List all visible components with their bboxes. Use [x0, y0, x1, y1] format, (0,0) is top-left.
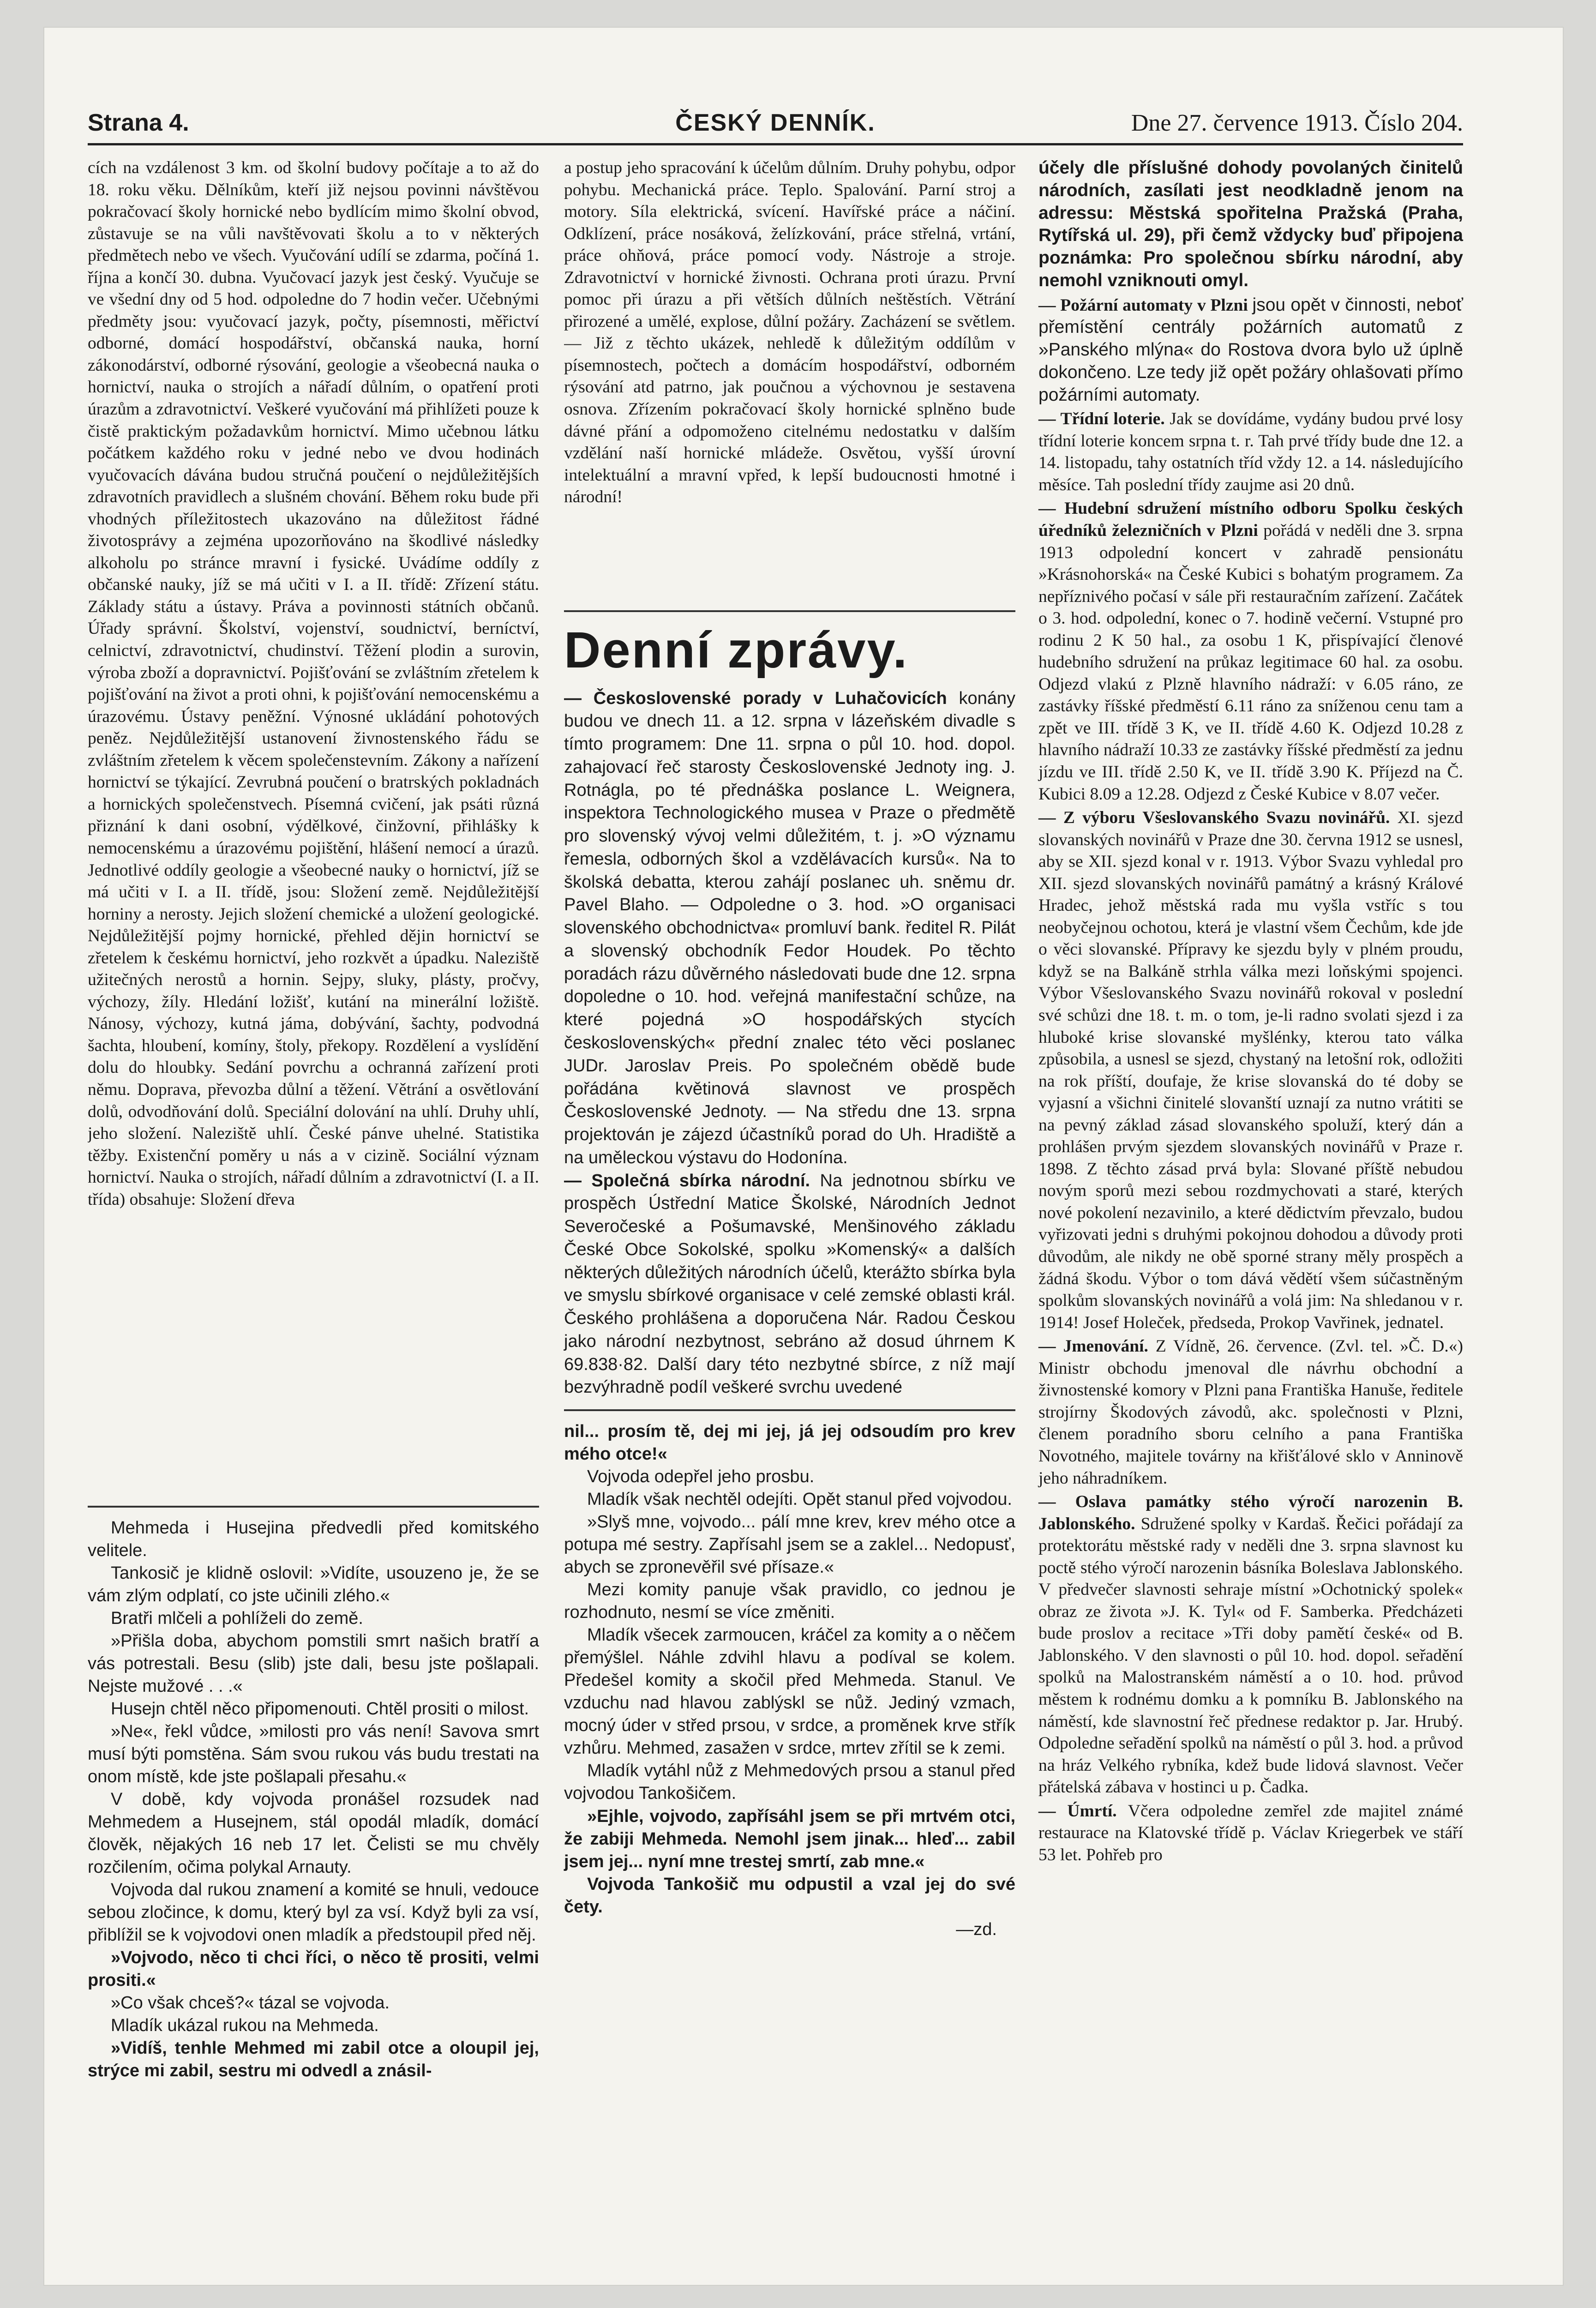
news-item	[1038, 1800, 1463, 1866]
feuilleton-paragraph: »Vojvodo, něco ti chci říci, o něco tě prositi, velmi prositi.«	[88, 1948, 539, 1990]
news-body: jsou opět v činnosti, neboť přemístění centrály požárních automatů z »Panského mlýna« do Rostova dvora bylo už úplně dokončeno. Lze tedy již opět požáry ohlašovati přímo požárními automaty.	[1038, 295, 1463, 405]
feuilleton-paragraph: Vojvoda odepřel jeho prosbu.	[587, 1467, 815, 1487]
feuilleton-paragraph: »Vidíš, tenhle Mehmed mi zabil otce a oloupil jej, strýce mi zabil, sestru mi odvedl a znásil-	[88, 2038, 539, 2081]
news-headline: — Třídní loterie.	[1038, 409, 1165, 429]
divider	[88, 1506, 539, 1508]
article-text: cích na vzdálenost 3 km. od školní budovy počítaje a to až do 18. roku věku. Dělníkům, kteří již nejsou povinni návštěvou pokračovací školy hornické nebo bydlícím mimo školní obvod, zůstavuje se na vůli navštěvovati školu a to v některých předmětech nebo ve všech. Vyučování udílí se zdarma, počíná 1. října a končí 30. dubna. Vyučovací jazyk jest český. Vyučuje se ve všední dny od 5 hod. odpoledne do 7 hodin večer. Učebnými předměty jsou: vyučovací jazyk, počty, písemnosti, měřictví odborné, domácí hospodářství, občanská nauka, horní zákonodárství, odborné rýsování, geologie a všeobecná nauka o hornictví, nauka o strojích a nářadí důlním, o opatření proti úrazům a zdravotnictví. Veškeré vyučování má přihlížeti pouze k čistě praktickým požadavkům hornictví. Mimo učebnou látku počátkem každého roku v jedné nebo ve dvou hodinách vyučovacích dávána budou stručná poučení o nejdůležitějších zdravotních pravidlech a slušném chování. Během roku bude při vhodných příležitostech ukazováno na důležitost řádné životosprávy a zejména upozorňováno na škodlivé následky alkoholu po stránce mravní i fysické. Uvádíme oddíly z občanské nauky, jíž se má učiti v I. a II. třídě: Zřízení státu. Základy státu a ústavy. Práva a povinnosti státních občanů. Úřady správní. Školství, vojenství, soudnictví, berníctví, celnictví, zdravotnictví, chudinství. Těžení plodin a surovin, výroba zboží a dopravnictví. Pojišťování se zvláštním zřetelem k pojišťování na život a proti ohni, k pojišťování nemocenskému a úrazovému. Ústavy peněžní. Výnosné ukládání pohotových peněz. Nejdůležitější ustanovení živnostenského řádu se zvláštním zřetelem k věcem společenstevním. Zákony a nařízení hornictví se týkající. Zevrubná poučení o bratrských pokladnách a hornických společenstvech. Písemná cvičení, jak psáti různá přiznání k dani osobní, výdělkové, činžovní, přihlášky k nemocenskému a úrazovému pojištění, hlášení nemocí a úrazů. Jednotlivé oddíly geologie a všeobecné nauky o hornictví, jíž se má učiti v I. a II. třídě, jsou: Složení země. Nejdůležitější horniny a nerosty. Jejich složení chemické a uložení geologické. Nejdůležitější pojmy hornické, přehled dějin hornictví se zřetelem k českému hornictví, jeho rozkvět a úpadku. Naleziště užitečných nerostů a hornin. Sejpy, sluky, plásty, pročvy, výchozy, žíly. Hledání ložišť, kutání na minerální ložiště. Nánosy, výchozy, kutná jáma, dobývání, šachty, podvodná šachta, hloubení, komíny, štoly, překopy. Rozdělení a vyslídění dolu do hloubky. Sedání povrchu a ochranná zařízení proti němu. Doprava, převozba důlní a těžení. Větrání a osvětlování dolů, odvodňování dolů. Speciální dolování na uhlí. Druhy uhlí, jeho složení. Naleziště uhlí. České pánve uhelné. Statistika těžby. Existenční poměry u nás a v cizině. Sociální význam hornictví. Nauka o strojích, nářadí důlním a zdravotnictví (I. a II. třída) obsahuje: Složení dřeva	[88, 158, 539, 1209]
news-headline: — Hudební sdružení místního odboru Spolku českých úředníků železničních v Plzni	[1038, 499, 1463, 540]
news-body: Na jednotnou sbírku ve prospěch Ústřední Matice Školské, Národních Jednot Severočeské a Pošumavské, Menšinového základu České Obce Sokolské, spolku »Komenský« a dalších některých důležitých národních účelů, kterážto sbírka byla ve smyslu sbírkové organisace v celé zemské oblasti král. Českého prohlášena a doporučena Nár. Radou Českou jako národní nezbytnost, sebráno až dosud úhrnem K 69.838·82. Další dary této nezbytné sbírce, z níž mají bezvýhradně podíl veškeré svrchu uvedené	[564, 1171, 1015, 1397]
masthead	[88, 92, 1463, 145]
news-list	[564, 687, 1015, 1400]
news-item	[1038, 1491, 1463, 1798]
feuilleton-paragraph: Mladík vytáhl nůž z Mehmedových prsou a stanul před vojvodou Tankošičem.	[564, 1761, 1015, 1803]
news-body: konány budou ve dnech 11. a 12. srpna v lázeňském divadle s tímto programem: Dne 11. srpna o půl 10. hod. dopol. zahajovací řeč starosty Československé Jednoty ing. J. Rotnágla, po té přednáška poslance L. Weignera, inspektora Technologického musea v Praze o předmětě pro slovenský vývoj velmi důležitém, t. j. »O významu řemesla, odborných škol a vzdělávacích kursů«. Na to školská debatta, kterou zahájí poslanec uh. sněmu dr. Pavel Blaho. — Odpoledne o 3. hod. »O organisaci slovenského obchodnictva« promluví bank. ředitel R. Pilát a slovenský obchodník Fedor Houdek. Po těchto poradách rázu důvěrného následovati bude dne 12. srpna dopoledne o 10. hod. veřejná manifestační schůze, na které pojedná »O hospodářských stycích československých« přední znalec této věci poslanec JUDr. Jaroslav Preis. Po společném obědě bude pořádána květinová slavnost ve prospěch Československé Jednoty. — Na středu dne 13. srpna projektován je zájezd účastníků porad do Uh. Hradiště a na uměleckou výstavu do Hodonína.	[564, 688, 1015, 1167]
news-body: Z Vídně, 26. července. (Zvl. tel. »Č. D.«) Ministr obchodu jmenoval dle návrhu obchodní a živnostenské komory v Plzni pana Františka Hanuše, ředitele strojírny Škodových závodů, akc. společnosti v Plzni, členem poradního sboru celního a pana Františka Novotného, majitele továrny na křišťálové sklo v Anninově jeho náhradníkem.	[1038, 1337, 1464, 1488]
article-text: a postup jeho spracování k účelům důlním. Druhy pohybu, odpor pohybu. Mechanická práce. Teplo. Spalování. Parní stroj a motory. Síla elektrická, svícení. Havířské práce a náčiní. Odklízení, práce nosáková, želízkování, práce střelná, vrtání, práce ohňová, práce pomocí vody. Nástroje a stroje. Zdravotnictví v hornické živnosti. Ochrana proti úrazu. První pomoc při úrazu a při větších důlních neštěstích. Větrání přirozené a umělé, explose, důlní požáry. Zacházení se světlem. — Již z těchto ukázek, nehledě k důležitým oddílům v písemnostech, počtech a domácím hospodářství, odborném rýsování atd patrno, jak poučnou a výchovnou je sestavena osnova. Zřízením pokračovací školy hornické splněno bude dávné přání a odpomoženo citelnému nedostatku v dalším vzdělání naší hornické mládeže. Osvětou, vyšší úrovní intelektuální a mravní vpřed, k lepší budoucnosti hmotné i národní!	[564, 158, 1015, 507]
feuilleton-paragraph: Vojvoda Tankošič mu odpustil a vzal jej do své čety.	[564, 1874, 1015, 1917]
feuilleton-paragraph: Tankosič je klidně oslovil: »Vidíte, usouzeno je, že se vám zlým odplatí, co jste učinili zlého.«	[88, 1563, 539, 1606]
section-title: Denní zprávy.	[564, 622, 909, 679]
news-headline: — Československé porady v Luhačovicích	[564, 688, 947, 708]
feuilleton-paragraph: Mladík ukázal rukou na Mehmeda.	[111, 2016, 379, 2036]
feuilleton-part1	[88, 1517, 539, 2082]
feuilleton-paragraph: »Slyš mne, vojvodo... pálí mne krev, krev mého otce a potupa mé sestry. Zapřísahl jsem se a zaklel... Nedopusť, abych se zpronevěřil své přísaze.«	[564, 1512, 1015, 1577]
column-1	[88, 157, 539, 2082]
divider	[564, 1409, 1015, 1411]
news-headline: — Úmrtí.	[1038, 1801, 1117, 1821]
news-body: Sdružené spolky v Kardaš. Řečici pořádají za protektorátu městské rady v neděli dne 3. srpna slavnost ku poctě stého výročí narozenin básníka Boleslava Jablonského. V předvečer slavnosti sehraje místní »Ochotnický spolek« obraz ze života »J. K. Tyl« od F. Samberka. Předcházeti bude proslov a recitace »Tři doby pamětí české« od B. Jablonského. V den slavnosti o půl 10. hod. dopol. seřadění spolků na Malostranském náměstí a o 10. hod. průvod městem k rodnému domku a k pomníku B. Jablonského na náměstí, kde slavnostní řeč přednese redaktor p. Jar. Hrubý. Odpoledne seřadění spolků na náměstí o půl 3. hod. a průvod na hráz Velkého rybníka, kdež bude lidová slavnost. Večer přátelská zábava v hostinci u p. Čadka.	[1038, 1514, 1463, 1797]
news-item	[1038, 294, 1463, 407]
feuilleton-paragraph: Mladík všecek zarmoucen, kráčel za komity a o něčem přemýšlel. Náhle zdvihl hlavu a podíval se kolem. Předešel komity a skočil před Mehmeda. Stanul. Ve vzduchu nad hlavou zablýskl se nůž. Jediný vzmach, mocný úder v střed prsou, v srdce, a proměnek krve střík vzhůru. Mehmed, zasažen v srdce, mrtev zřítil se k zemi.	[564, 1625, 1015, 1758]
news-item	[564, 687, 1015, 1170]
feuilleton-part2	[564, 1420, 1015, 1941]
news-headline: — Oslava památky stého výročí narozenin B. Jablonského.	[1038, 1492, 1463, 1533]
mining-school-article-part1	[88, 157, 539, 1496]
news-item	[1038, 807, 1463, 1334]
feuilleton-paragraph: »Ejhle, vojvodo, zapřísáhl jsem se při mrtvém otci, že zabiji Mehmeda. Nemohl jsem jinak... hleď... zabil jsem jej... nyní mne trestej smrtí, zab mne.«	[564, 1806, 1015, 1871]
news-item	[1038, 1335, 1463, 1489]
column-2	[564, 157, 1015, 1941]
news-headline: — Požární automaty v Plzni	[1038, 295, 1248, 315]
news-headline: — Z výboru Všeslovanského Svazu novinářů.	[1038, 808, 1390, 828]
feuilleton-paragraph: »Ne«, řekl vůdce, »milosti pro vás není! Savova smrt musí býti pomstěna. Sám svou rukou vás budu trestati na onom místě, kde jste pošlapali přesahu.«	[88, 1722, 539, 1787]
news-item	[1038, 498, 1463, 805]
news-body: pořádá v neděli dne 3. srpna 1913 odpolední koncert v zahradě pensionátu »Krásnohorská« na České Kubici s bohatým programem. Za nepříznivého počasí v sále při restauračním zařízení. Začátek o 3. hod. odpolední, konec o 7. hodině večerní. Vstupné pro rodinu 2 K 50 hal., za osobu 1 K, přispívající členové hudebního sdružení na průkaz legitimace 60 hal. za osobu. Odjezd vlakú z Plzně hlavního nádraží: v 6.05 ráno, ze zastávky říšské předměstí 6.11 ráno za sníženou cenu tam a zpět ve III. třídě 3 K, ve II. třídě 4.60 K. Odjezd 10.28 z hlavního nádraží 10.33 ze zastávky říšské předměstí za jednu jízdu ve III. třídě 2.50 K, ve II. třídě 3.90 K. Příjezd na Č. Kubici 8.09 a 12.28. Odjezd z České Kubice v 8.07 večer.	[1038, 521, 1464, 804]
feuilleton-paragraph: Mezi komity panuje však pravidlo, co jednou je rozhodnuto, nesmí se více změniti.	[564, 1580, 1015, 1623]
feuilleton-paragraph: V době, kdy vojvoda pronášel rozsudek nad Mehmedem a Husejnem, stál opodál mladík, domácí člověk, nějakých 16 neb 17 let. Čelisti se mu chvěly rozčilením, očima polykal Arnauty.	[88, 1790, 539, 1877]
feuilleton-paragraph: Vojvoda dal rukou znamení a komité se hnuli, vedouce sebou zločince, k domu, který byl za vsí. Když byli za vsí, přiblížil se k vojvodovi onen mladík a předstoupil před něj.	[88, 1880, 539, 1945]
news-body: Jak se dovídáme, vydány budou prvé losy třídní loterie koncem srpna t. r. Tah prvé třídy bude dne 12. a 14. listopadu, tahy ostatních tříd vždy 12. a 14. následujícího měsíce. Tah poslední třídy zaujme asi 20 dnů.	[1038, 409, 1463, 494]
collection-continuation: účely dle příslušné dohody povolaných činitelů národních, zasílati jest neodkladně jenom na adressu: Městská spořitelna Pražská (Praha, Rytířská ul. 29), při čemž vždycky buď připojena poznámka: Pro společnou sbírku národní, aby nemohl vzniknouti omyl.	[1038, 158, 1463, 290]
news-headline: — Společná sbírka národní.	[564, 1171, 810, 1190]
author-signature: —zd.	[956, 1919, 997, 1939]
page-number: Strana 4.	[88, 109, 189, 136]
divider	[564, 610, 1015, 612]
news-body: Včera odpoledne zemřel zde majitel známé restaurace na Klatovské třídě p. Václav Kriegerbek ve stáří 53 let. Pohřeb pro	[1038, 1801, 1464, 1864]
mining-school-article-part2	[564, 157, 1015, 600]
feuilleton-paragraph: Husejn chtěl něco připomenouti. Chtěl prositi o milost.	[111, 1699, 529, 1719]
feuilleton-paragraph: Mladík však nechtěl odejíti. Opět stanul před vojvodou.	[587, 1490, 1012, 1509]
feuilleton-paragraph: Bratři mlčeli a pohlíželi do země.	[111, 1609, 363, 1629]
news-item	[1038, 408, 1463, 496]
feuilleton-paragraph: »Přišla doba, abychom pomstili smrt našich bratří a vás potrestali. Besu (slib) jste dali, besu jste pošlapali. Nejste mužové . . .«	[88, 1631, 539, 1696]
newspaper-title: ČESKÝ DENNÍK.	[675, 109, 876, 136]
news-body: XI. sjezd slovanských novinářů v Praze dne 30. června 1912 se usnesl, aby se XII. sjezd konal v r. 1913. Výbor Svazu vyhledal pro XII. sjezd slovanských novinářů památný a krásný Králové Hradec, jehož městská rada mu vyšla vstříc s tou neobyčejnou ochotou, která je vlastní všem Čechům, kde jde o věci slovanské. Přípravy ke sjezdu byly v plném proudu, když se na Balkáně strhla válka mezi loňskými spojenci. Výbor Všeslovanského Svazu novinářů rokoval v poslední své schůzi dne 18. t. m. o tom, je-li radno svolati sjezd i za hluboké krise slovanské myšlénky, kterou tato válka způsobila, a usnesl se sjezd, chystaný na letošní rok, odložiti na rok příští, doufaje, že krise slovanská do té doby se vyjasní a všichni činitelé slovanští uznají za nutno vrátiti se na pevný základ zásad slovanského spoluží, který dán a prohlášen prvým sjezdem slovanských novinářů v Praze r. 1898. Z těchto zásad prvá byla: Slované příště nebudou novým sporů mezi sebou rozdmychovati a staré, kterých nové pokolení nezavinilo, a které dědictvím převzalo, budou vyřizovati jedni s druhými pokojnou dohodou a důvody proti důvodům, ale nikdy ne obě sporné strany měly prospěch a žádná škodu. Výbor o tom dává vědětí všem súčastněným spolkům slovanských novinářů a volá jim: Na shledanou v r. 1914! Josef Holeček, předseda, Prokop Vavřinek, jednatel.	[1038, 808, 1464, 1332]
feuilleton-paragraph: »Co však chceš?« tázal se vojvoda.	[111, 1993, 390, 2013]
feuilleton-paragraph: nil... prosím tě, dej mi jej, já jej odsoudím pro krev mého otce!«	[564, 1422, 1015, 1464]
feuilleton-paragraph: Mehmeda i Husejina předvedli před komitského velitele.	[88, 1518, 539, 1561]
column-3	[1038, 157, 1463, 1868]
news-headline: — Jmenování.	[1038, 1337, 1148, 1356]
issue-date: Dne 27. července 1913. Číslo 204.	[1131, 110, 1463, 136]
news-item	[564, 1170, 1015, 1400]
